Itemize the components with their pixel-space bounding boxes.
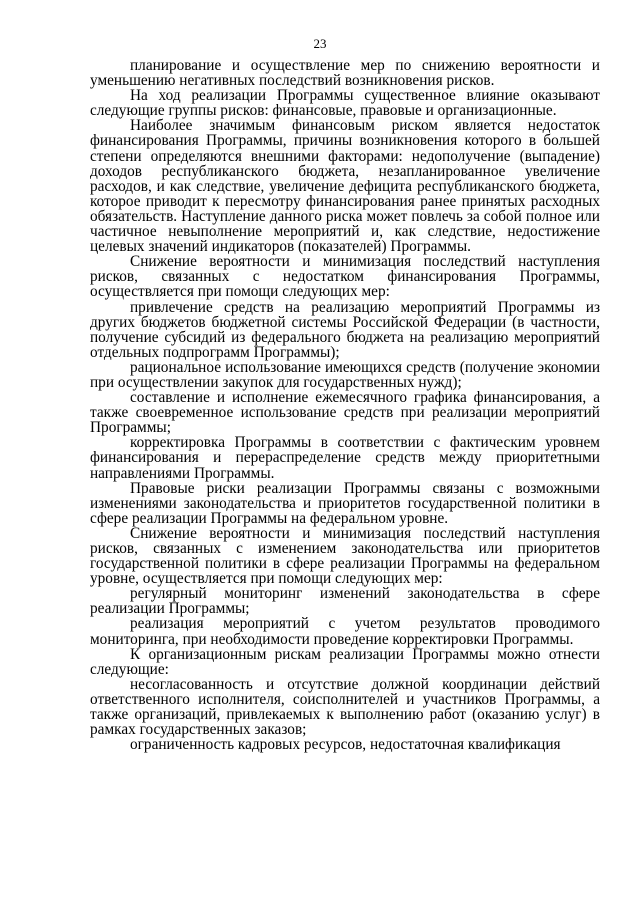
document-body (90, 58, 600, 752)
paragraph-coordination-lack: несогласованность и отсутствие должной координации действий ответственного исполнителя, соисполнителей и участников Программы, а также организаций, привлекаемых к выполнению работ (оказанию услуг) в рамках государственных заказов; (90, 675, 600, 739)
paragraph-risk-planning: планирование и осуществление мер по снижению вероятности и уменьшению негативных последствий возникновения рисков. (90, 57, 600, 90)
paragraph-legislation-monitoring: регулярный мониторинг изменений законодательства в сфере реализации Программы; (90, 585, 600, 618)
paragraph-financial-risk: Наиболее значимым финансовым риском является недостаток финансирования Программы, причины возникновения которого в большей степени определяются внешними факторами: недополучение (выпадение) доходов республиканского бюджета, незапланированное увеличение расходов, и как следствие, увеличение дефицита республиканского бюджета, которое приводит к пересмотру финансирования ранее принятых расходных обязательств. Наступление данного риска может повлечь за собой полное или частичное невыполнение мероприятий и, как следствие, недостижение целевых значений индикаторов (показателей) Программы. (90, 117, 600, 256)
paragraph-attracting-funds: привлечение средств на реализацию мероприятий Программы из других бюджетов бюджетной системы Российской Федерации (в частности, получение субсидий из федерального бюджета на реализацию мероприятий отдельных подпрограмм Программы); (90, 298, 600, 361)
paragraph-organizational-risks: К организационным рискам реализации Программы можно отнести следующие: (90, 645, 600, 678)
page-number: 23 (313, 36, 327, 51)
paragraph-monitoring-results: реализация мероприятий с учетом результатов проводимого мониторинга, при необходимости проведение корректировки Программы. (90, 615, 600, 648)
paragraph-monthly-schedule: составление и исполнение ежемесячного графика финансирования, а также своевременное использование средств при реализации мероприятий Программы; (90, 389, 600, 437)
paragraph-staff-limits: ограниченность кадровых ресурсов, недостаточная квалификация (130, 736, 561, 754)
paragraph-risk-groups: На ход реализации Программы существенное влияние оказывают следующие группы рисков: финансовые, правовые и организационные. (90, 87, 600, 120)
paragraph-rational-use: рациональное использование имеющихся средств (получение экономии при осуществлении закупок для государственных нужд); (90, 358, 600, 391)
paragraph-legal-mitigation: Снижение вероятности и минимизация последствий наступления рисков, связанных с изменением законодательства или приоритетов государственной политики в сфере реализации Программы на федеральном уровне, осуществляется при помощи следующих мер: (90, 524, 600, 588)
paragraph-legal-risks: Правовые риски реализации Программы связаны с возможными изменениями законодательства и приоритетов государственной политики в сфере реализации Программы на федеральном уровне. (90, 479, 600, 527)
paragraph-financial-mitigation: Снижение вероятности и минимизация последствий наступления рисков, связанных с недостатком финансирования Программы, осуществляется при помощи следующих мер: (90, 253, 600, 301)
paragraph-program-adjustment: корректировка Программы в соответствии с фактическим уровнем финансирования и перераспределение средств между приоритетными направлениями Программы. (90, 434, 600, 482)
